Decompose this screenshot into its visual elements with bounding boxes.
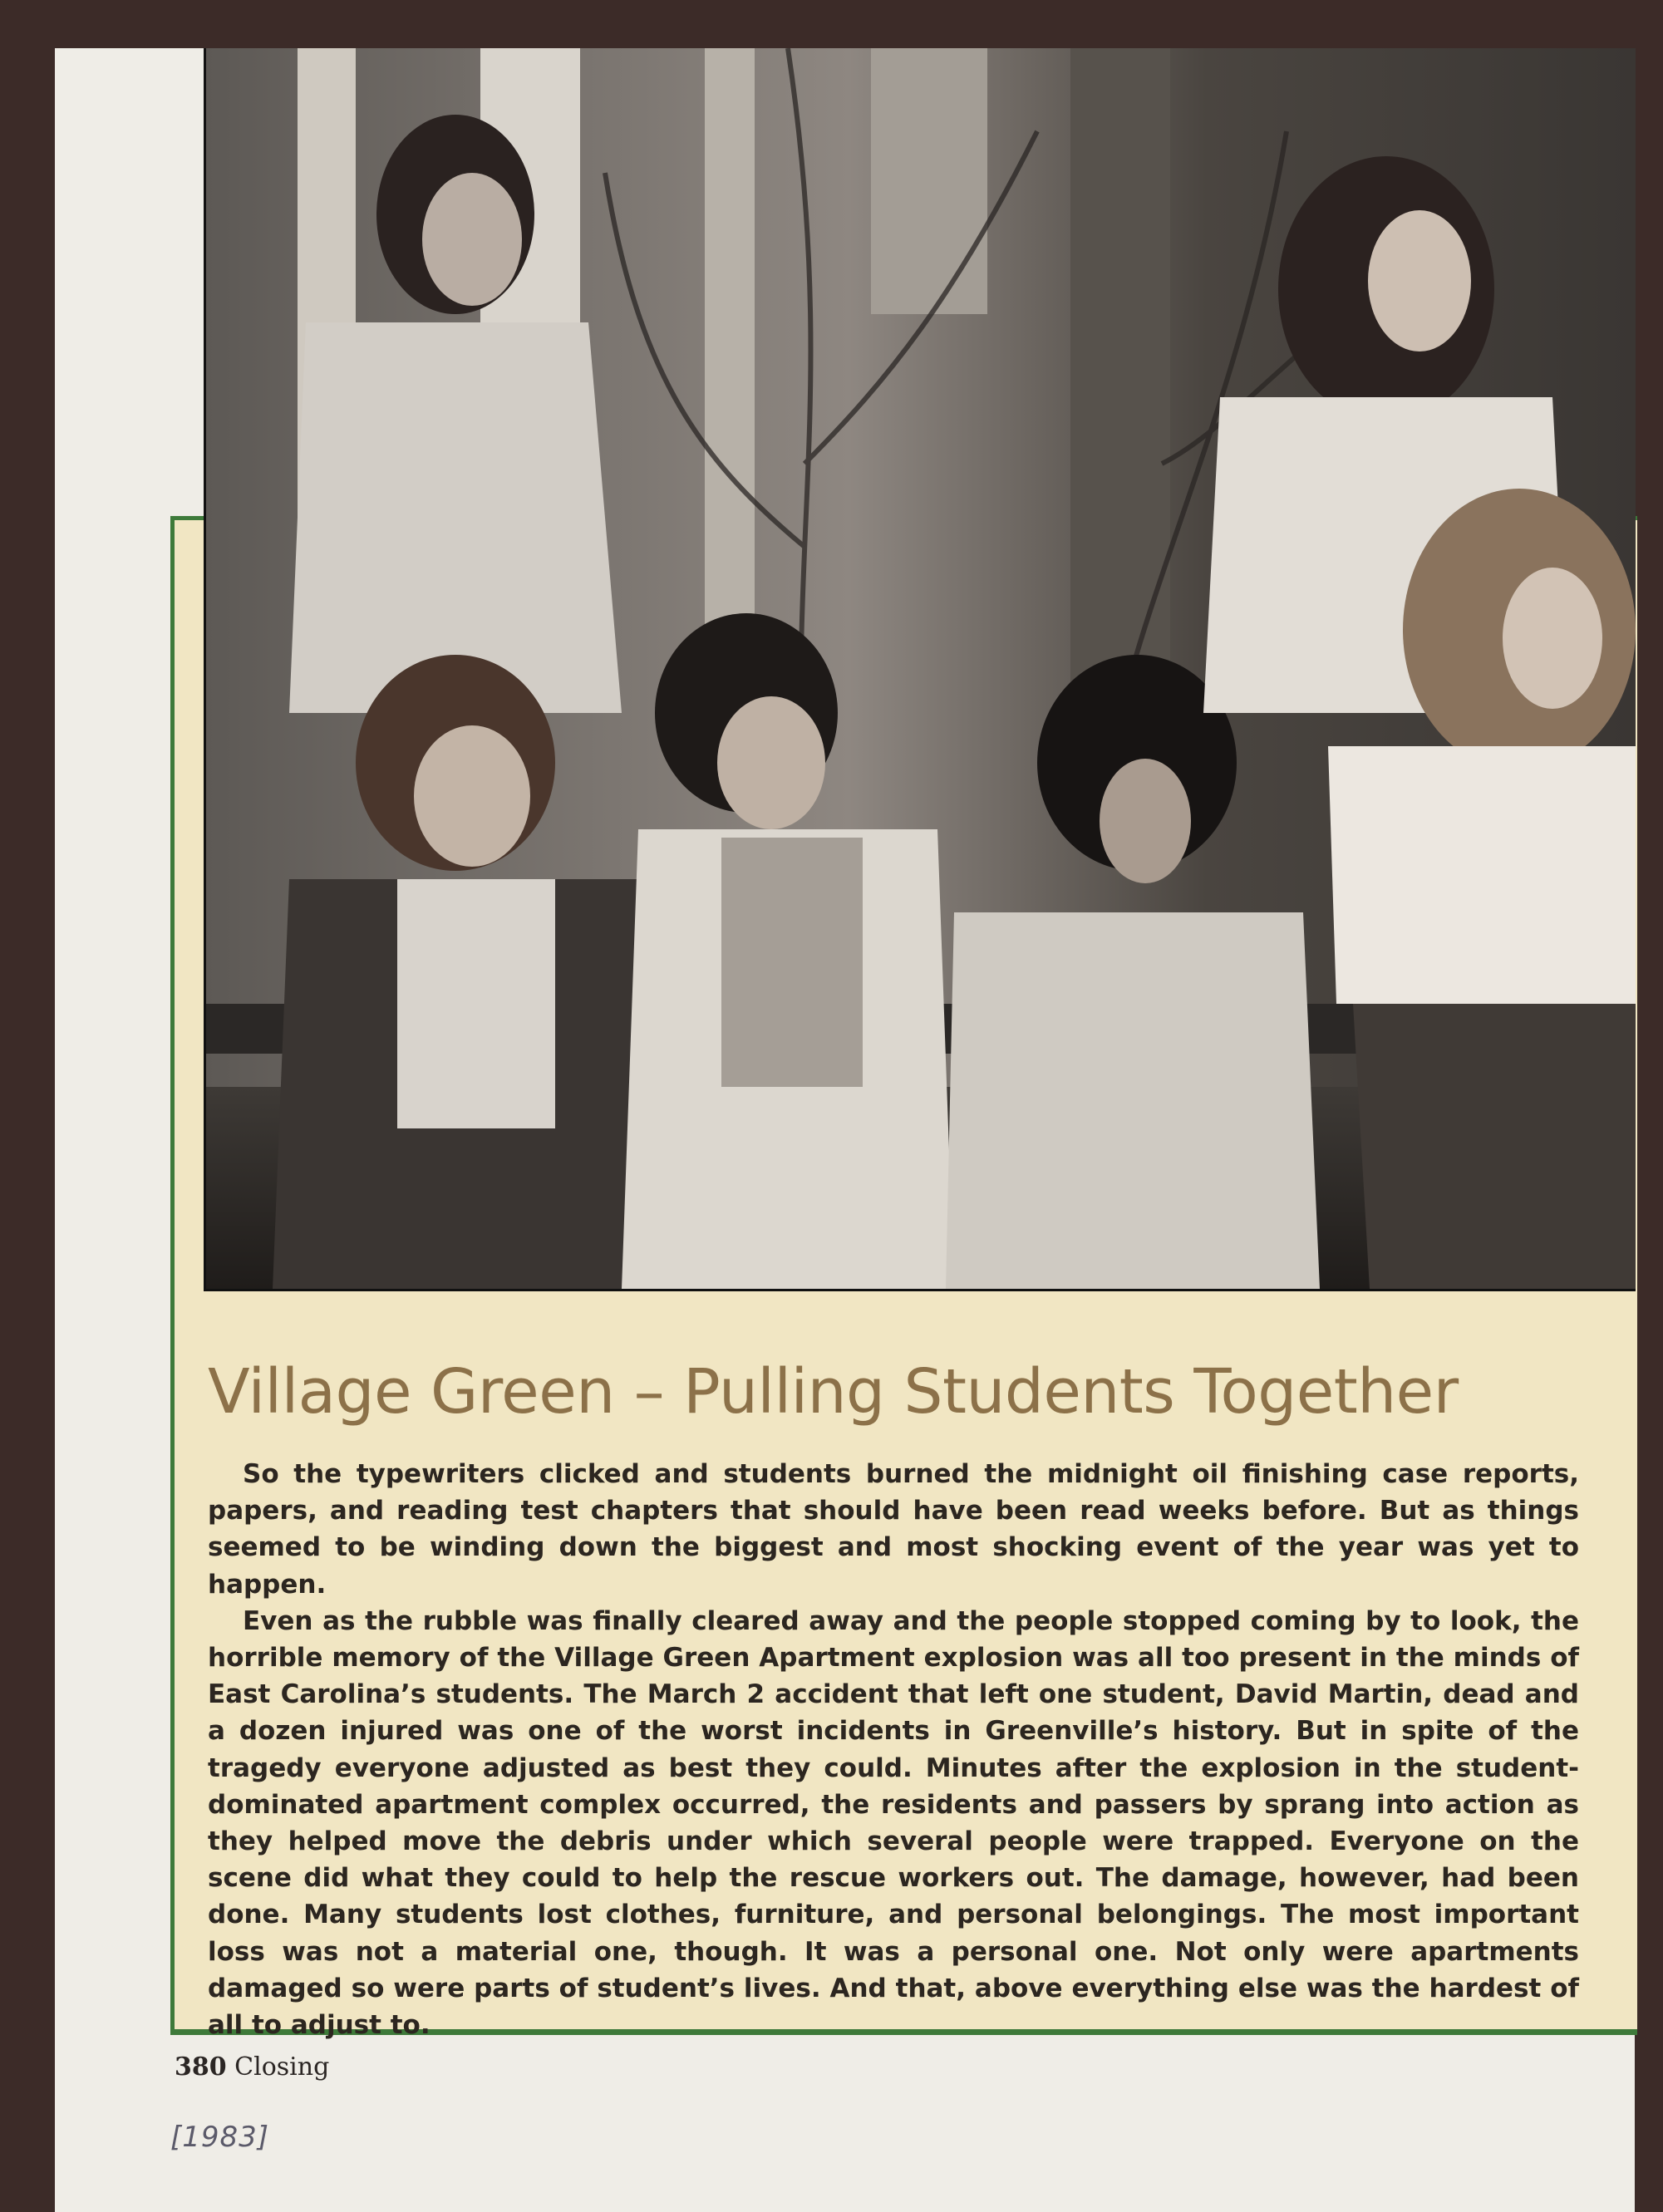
paragraph: Even as the rubble was finally cleared away and the people stopped coming by to look, the horrible memory of the Village Green Apartment explosion was all too present in the minds of East Carolina’s students. The March 2 accident that left one student, David Martin, dead and a dozen injured was one of the worst incidents in Greenville’s history. But in spite of the tragedy everyone adjusted as best they could. Minutes after the explosion in the student-dominated apartment complex occurred, the residents and passers by sprang into action as they helped move the debris under which several people were trapped. Everyone on the scene did what they could to help the rescue workers out. The damage, however, had been done. Many students lost clothes, furniture, and personal belongings. The most important loss was not a material one, though. It was a personal one. Not only were apartments damaged so were parts of student’s lives. And that, above everything else was the hardest of all to adjust to. bbox=[208, 1605, 1579, 2041]
section-name: Closing bbox=[234, 2052, 330, 2082]
group-photo bbox=[204, 48, 1636, 1291]
handwritten-year: [1983] bbox=[170, 2121, 270, 2154]
article-body bbox=[208, 1456, 1579, 2043]
photo-icon bbox=[206, 48, 1636, 1289]
handwritten-year-note bbox=[152, 2116, 270, 2165]
page-number: 380 bbox=[175, 2052, 227, 2082]
article-title: Village Green – Pulling Students Together bbox=[208, 1356, 1459, 1428]
page-footer bbox=[175, 2052, 329, 2082]
paragraph: So the typewriters clicked and students burned the midnight oil finishing case reports, papers, and reading test chapters that should have been read weeks before. But as things seemed to be winding down the biggest and most shocking event of the year was yet to happen. bbox=[208, 1459, 1579, 1600]
